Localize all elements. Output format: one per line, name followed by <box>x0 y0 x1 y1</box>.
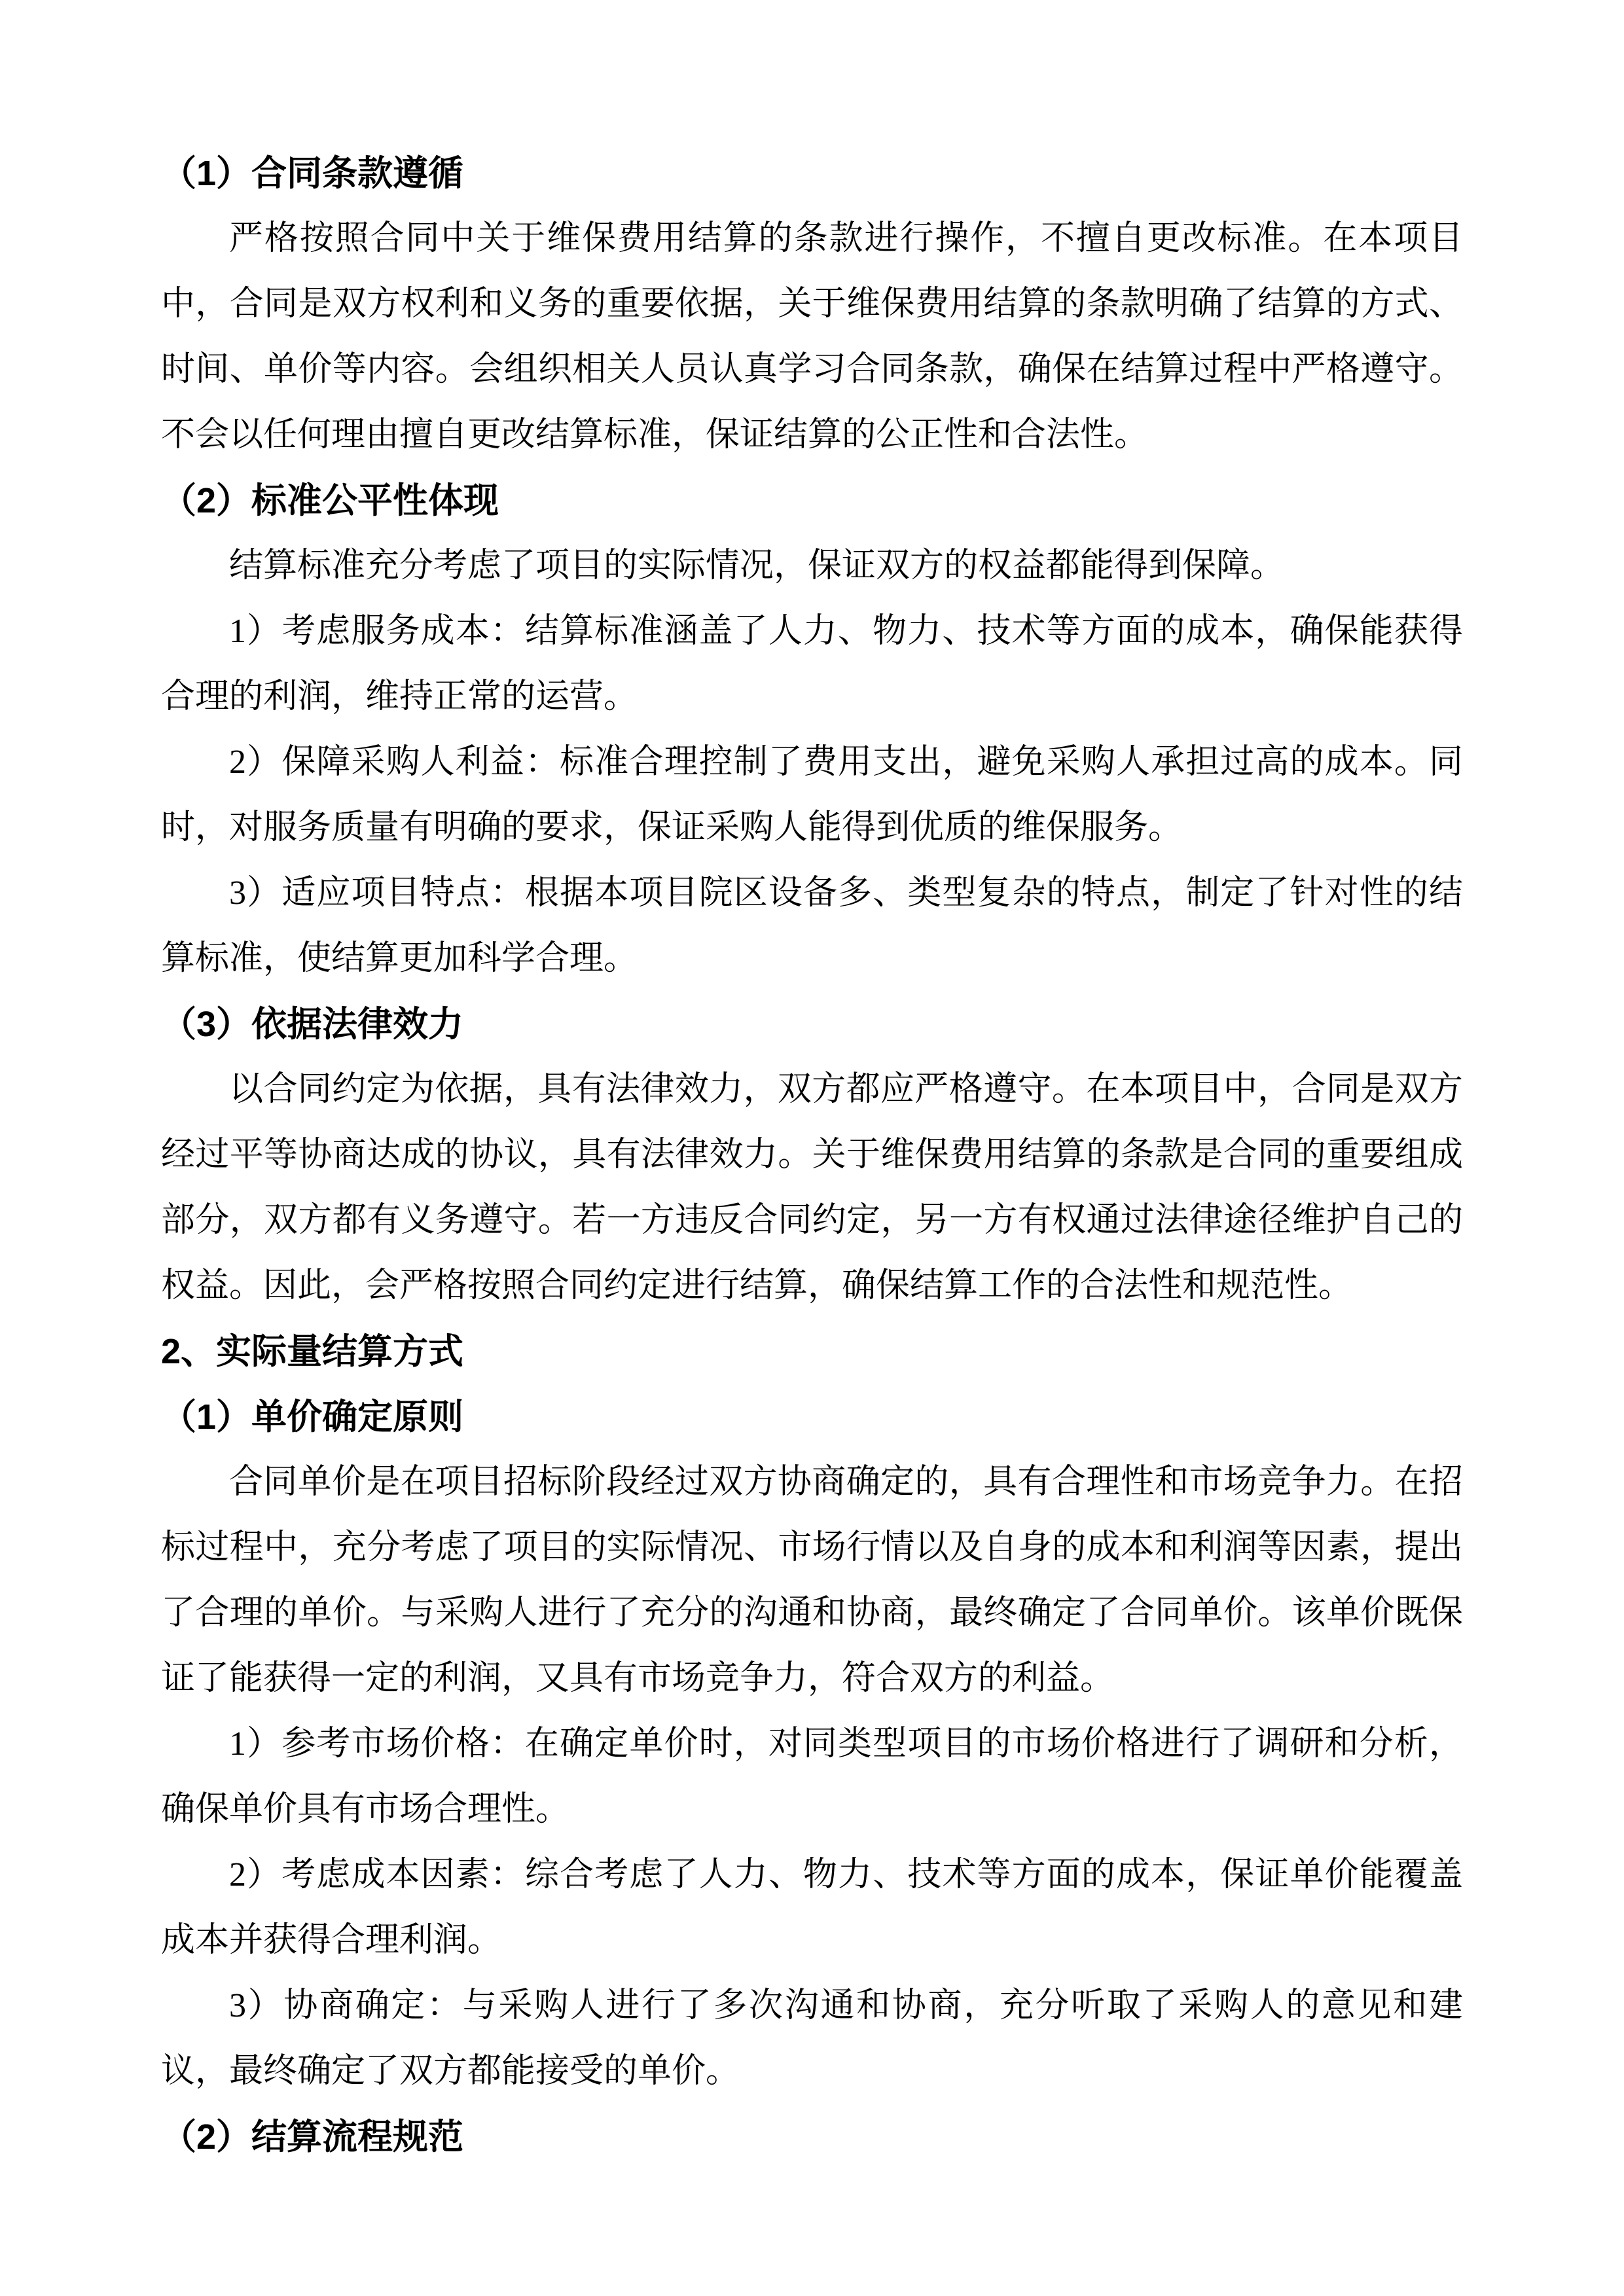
paragraph-fairness-item-1: 1）考虑服务成本：结算标准涵盖了人力、物力、技术等方面的成本，确保能获得合理的利润，维持正常的运营。 <box>161 613 1463 715</box>
heading-settlement-process: （2）结算流程规范 <box>161 2117 464 2157</box>
heading-standard-fairness: （2）标准公平性体现 <box>161 481 499 520</box>
paragraph-unit-price-item-2: 2）考虑成本因素：综合考虑了人力、物力、技术等方面的成本，保证单价能覆盖成本并获得合理利润。 <box>161 1856 1463 1959</box>
paragraph-unit-price-body: 合同单价是在项目招标阶段经过双方协商确定的，具有合理性和市场竞争力。在招标过程中，充分考虑了项目的实际情况、市场行情以及自身的成本和利润等因素，提出了合理的单价。与采购人进行了充分的沟通和协商，最终确定了合同单价。该单价既保证了能获得一定的利润，又具有市场竞争力，符合双方的利益。 <box>161 1463 1463 1697</box>
paragraph-unit-price-item-1: 1）参考市场价格：在确定单价时，对同类型项目的市场价格进行了调研和分析，确保单价具有市场合理性。 <box>161 1725 1463 1828</box>
paragraph-fairness-item-2: 2）保障采购人利益：标准合理控制了费用支出，避免采购人承担过高的成本。同时，对服务质量有明确的要求，保证采购人能得到优质的维保服务。 <box>161 744 1463 846</box>
paragraph-unit-price-item-3: 3）协商确定：与采购人进行了多次沟通和协商，充分听取了采购人的意见和建议，最终确定了双方都能接受的单价。 <box>161 1987 1463 2090</box>
heading-contract-terms-compliance: （1）合同条款遵循 <box>161 154 464 193</box>
paragraph-contract-terms-body: 严格按照合同中关于维保费用结算的条款进行操作，不擅自更改标准。在本项目中，合同是双方权利和义务的重要依据，关于维保费用结算的条款明确了结算的方式、时间、单价等内容。会组织相关人员认真学习合同条款，确保在结算过程中严格遵守。不会以任何理由擅自更改结算标准，保证结算的公正性和合法性。 <box>161 220 1463 454</box>
heading-unit-price-principle: （1）单价确定原则 <box>161 1397 464 1437</box>
paragraph-fairness-item-3: 3）适应项目特点：根据本项目院区设备多、类型复杂的特点，制定了针对性的结算标准，使结算更加科学合理。 <box>161 874 1463 977</box>
paragraph-fairness-intro: 结算标准充分考虑了项目的实际情况，保证双方的权益都能得到保障。 <box>229 547 1285 584</box>
paragraph-legal-effect-body: 以合同约定为依据，具有法律效力，双方都应严格遵守。在本项目中，合同是双方经过平等协商达成的协议，具有法律效力。关于维保费用结算的条款是合同的重要组成部分，双方都有义务遵守。若一方违反合同约定，另一方有权通过法律途径维护自己的权益。因此，会严格按照合同约定进行结算，确保结算工作的合法性和规范性。 <box>161 1071 1463 1304</box>
heading-legal-effect: （3）依据法律效力 <box>161 1005 464 1044</box>
heading-actual-quantity-settlement: 2、实际量结算方式 <box>161 1332 464 1371</box>
